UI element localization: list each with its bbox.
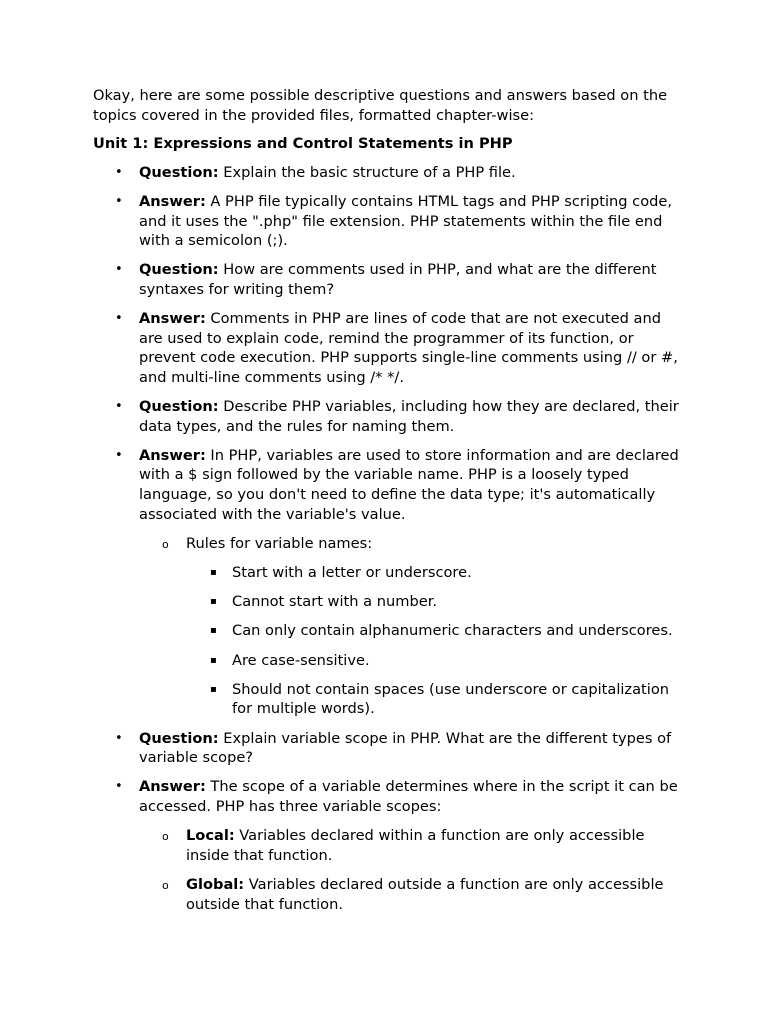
rule-text: Start with a letter or underscore.: [232, 564, 472, 582]
item-text: Describe PHP variables, including how they are declared, their data types, and the rules for naming them.: [139, 398, 679, 435]
item-label: Answer:: [139, 192, 206, 210]
rules-heading: Rules for variable names:: [186, 534, 373, 552]
square-bullet-icon: ▪: [210, 625, 217, 637]
item-text: How are comments used in PHP, and what are the different syntaxes for writing them?: [139, 261, 657, 298]
item-label: Answer:: [139, 446, 206, 464]
circle-bullet-icon: o: [162, 537, 169, 551]
list-item: [115, 777, 683, 914]
list-item: [115, 192, 683, 251]
bullet-icon: •: [115, 311, 123, 327]
square-bullet-icon: ▪: [210, 567, 217, 579]
circle-bullet-icon: o: [162, 830, 169, 844]
bullet-icon: •: [115, 262, 123, 278]
square-bullet-icon: ▪: [210, 596, 217, 608]
rule-item: [210, 563, 683, 583]
scope-text: Variables declared outside a function are only accessible outside that function.: [186, 875, 664, 913]
rule-text: Should not contain spaces (use underscore or capitalization for multiple words).: [232, 680, 669, 718]
intro-paragraph: Okay, here are some possible descriptive questions and answers based on the topics covered in the provided files, formatted chapter-wise:: [93, 87, 668, 124]
rule-text: Cannot start with a number.: [232, 593, 437, 611]
qa-list: [93, 163, 683, 914]
item-label: Answer:: [139, 778, 206, 796]
scope-label: Global:: [186, 875, 245, 893]
bullet-icon: •: [115, 193, 123, 209]
item-text: Comments in PHP are lines of code that are not executed and are used to explain code, remind the programmer of its function, or prevent code execution. PHP supports single-line comments using // or #, and multi-line comments using /* */.: [139, 310, 678, 386]
list-item: [115, 729, 683, 768]
square-bullet-icon: ▪: [210, 683, 217, 695]
list-item: [115, 163, 683, 183]
item-text: The scope of a variable determines where in the script it can be accessed. PHP has three variable scopes:: [139, 778, 678, 815]
unit-heading: Unit 1: Expressions and Control Statements in PHP: [93, 135, 513, 153]
scope-item: [162, 875, 683, 914]
rule-text: Can only contain alphanumeric characters and underscores.: [232, 622, 673, 640]
rule-text: Are case-sensitive.: [232, 651, 370, 669]
item-label: Answer:: [139, 310, 206, 328]
item-label: Question:: [139, 163, 219, 181]
rule-item: [210, 680, 683, 719]
scope-label: Local:: [186, 827, 235, 845]
list-item: [115, 309, 683, 387]
bullet-icon: •: [115, 164, 123, 180]
scope-item: [162, 826, 683, 865]
bullet-icon: •: [115, 399, 123, 415]
list-item: [115, 260, 683, 299]
bullet-icon: •: [115, 447, 123, 463]
scope-list: [139, 826, 683, 914]
item-text: Explain the basic structure of a PHP file.: [218, 163, 516, 181]
item-label: Question:: [139, 729, 219, 747]
scope-text: Variables declared within a function are only accessible inside that function.: [186, 827, 645, 864]
list-item: [115, 397, 683, 436]
document-page: [93, 86, 683, 924]
item-text: Explain variable scope in PHP. What are the different types of variable scope?: [139, 729, 672, 767]
rules-list: [186, 563, 683, 719]
rule-item: [210, 621, 683, 641]
rule-item: [210, 651, 683, 671]
item-label: Question:: [139, 261, 219, 279]
sub-list-item: [162, 534, 683, 719]
item-text: In PHP, variables are used to store information and are declared with a $ sign followed by the variable name. PHP is a loosely typed language, so you don't need to define the data type; it's automatically associated with the variable's value.: [139, 446, 679, 523]
sub-list: [139, 534, 683, 719]
bullet-icon: •: [115, 730, 123, 746]
item-text: A PHP file typically contains HTML tags and PHP scripting code, and it uses the ".php" file extension. PHP statements within the file end with a semicolon (;).: [139, 192, 673, 250]
list-item: [115, 446, 683, 719]
item-label: Question:: [139, 398, 219, 416]
square-bullet-icon: ▪: [210, 654, 217, 666]
bullet-icon: •: [115, 779, 123, 795]
circle-bullet-icon: o: [162, 878, 169, 892]
rule-item: [210, 592, 683, 612]
